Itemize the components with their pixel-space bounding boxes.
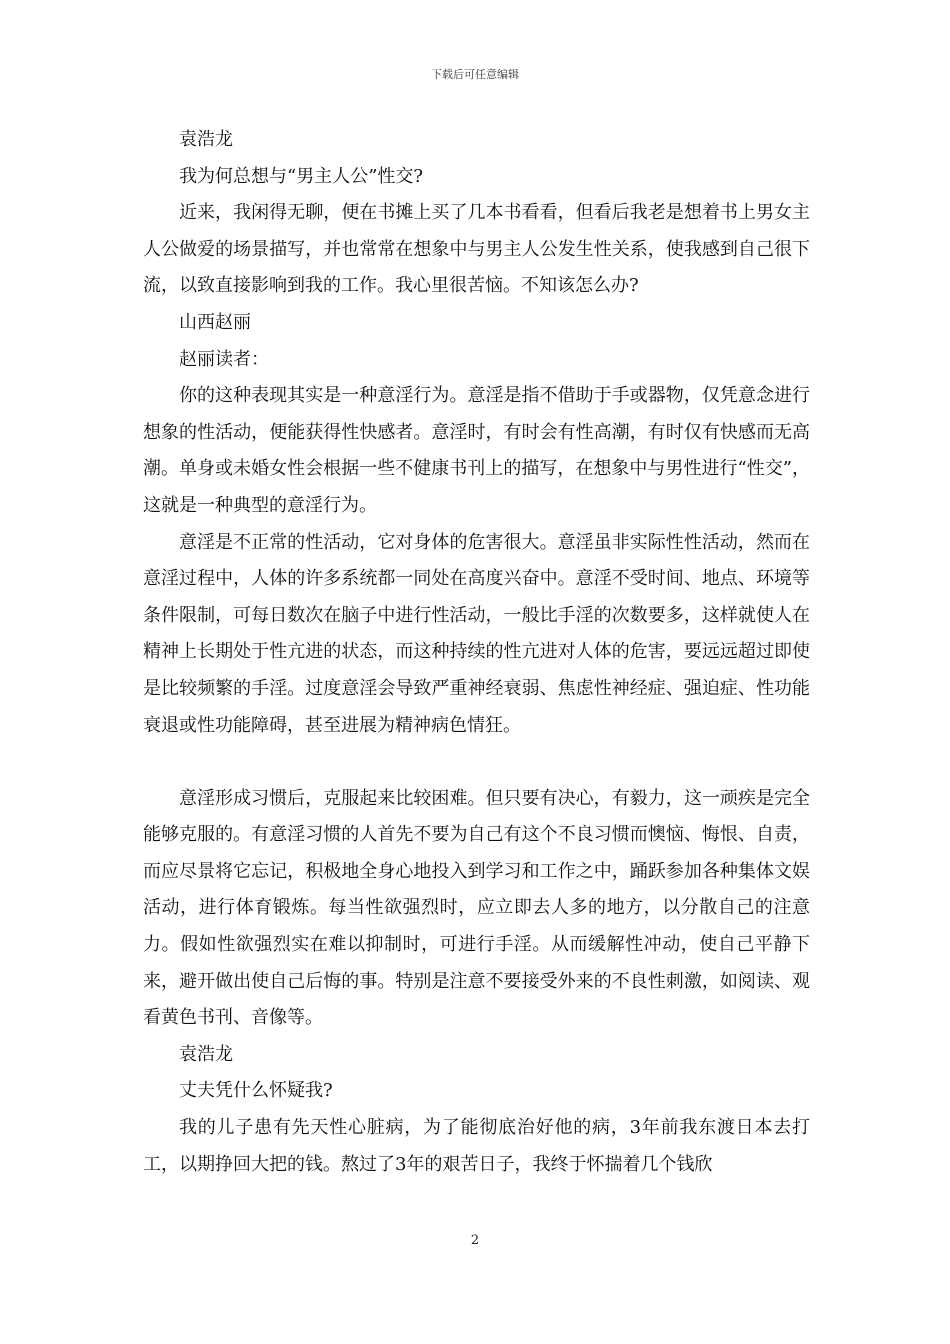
page-header: 下载后可任意编辑 (431, 68, 519, 81)
blank-line (143, 744, 810, 781)
question-title: 丈夫凭什么怀疑我? (179, 1080, 333, 1102)
reply-paragraph: 意淫是不正常的性活动，它对身体的危害很大。意淫虽非实际性性活动，然而在意淫过程中，人体的许多系统都一同处在高度兴奋中。意淫不受时间、地点、环境等条件限制，可每日数次在脑子中进行性活动，一般比手淫的次数要多，这样就使人在精神上长期处于性亢进的状态，而这种持续的性亢进对人体的危害，要远远超过即使是比较频繁的手淫。过度意淫会导致严重神经衰弱、焦虑性神经症、强迫症、性功能衰退或性功能障碍，甚至进展为精神病色情狂。 (143, 531, 810, 736)
document-body (143, 122, 810, 1183)
question-title: 我为何总想与“男主人公”性交? (179, 165, 424, 187)
question-body: 近来，我闲得无聊，便在书摊上买了几本书看看，但看后我老是想着书上男女主人公做爱的场景描写，并也常常在想象中与男主人公发生性关系，使我感到自己很下流，以致直接影响到我的工作。我心里很苦恼。不知该怎么办? (143, 202, 810, 297)
author-signature: 袁浩龙 (179, 1043, 233, 1065)
page-number: 2 (470, 1233, 480, 1248)
author-signature: 袁浩龙 (179, 129, 233, 150)
reply-paragraph: 你的这种表现其实是一种意淫行为。意淫是指不借助于手或器物，仅凭意念进行想象的性活动，便能获得性快感者。意淫时，有时会有性高潮，有时仅有快感而无高潮。单身或未婚女性会根据一些不健康书刊上的描写，在想象中与男性进行“性交”，这就是一种典型的意淫行为。 (143, 385, 810, 516)
reply-salutation: 赵丽读者： (179, 348, 269, 370)
reader-signature: 山西赵丽 (179, 311, 251, 333)
reply-paragraph: 意淫形成习惯后，克服起来比较困难。但只要有决心，有毅力，这一顽疾是完全能够克服的。有意淫习惯的人首先不要为自己有这个不良习惯而懊恼、悔恨、自责，而应尽景将它忘记，积极地全身心地投入到学习和工作之中，踊跃参加各种集体文娱活动，进行体育锻炼。每当性欲强烈时，应立即去人多的地方，以分散自己的注意力。假如性欲强烈实在难以抑制时，可进行手淫。从而缓解性冲动，使自己平静下来，避开做出使自己后悔的事。特别是注意不要接受外来的不良性刺激，如阅读、观看黄色书刊、音像等。 (143, 787, 810, 1029)
question-body: 我的儿子患有先天性心脏病，为了能彻底治好他的病，3年前我东渡日本去打工，以期挣回大把的钱。熬过了3年的艰苦日子，我终于怀揣着几个钱欣 (143, 1117, 810, 1175)
